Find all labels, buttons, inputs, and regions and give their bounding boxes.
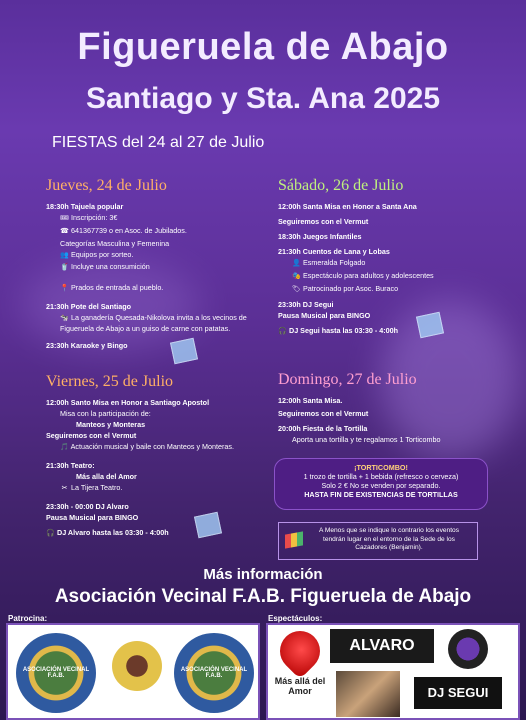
bullet-icon: 🎟 bbox=[60, 215, 69, 222]
event-list bbox=[46, 202, 258, 350]
event-row bbox=[46, 262, 258, 273]
event-text: 23:30h Karaoke y Bingo bbox=[46, 340, 128, 350]
event-text: Aporta una tortilla y te regalamos 1 Torticombo bbox=[292, 435, 441, 444]
event-list bbox=[46, 398, 266, 538]
event-text: Espectáculo para adultos y adolescentes bbox=[303, 270, 434, 280]
torticombo-title: ¡TORTICOMBO! bbox=[354, 463, 408, 472]
event-text: Actuación musical y baile con Manteos y Monteras. bbox=[70, 442, 235, 451]
torticombo-line: Solo 2 € No se venden por separado. bbox=[321, 481, 441, 490]
event-row bbox=[46, 472, 266, 481]
event-text: 641367739 o en Asoc. de Jubilados. bbox=[71, 225, 187, 235]
domingo-section bbox=[278, 370, 488, 446]
event-text: La Tijera Teatro. bbox=[71, 482, 123, 492]
shows-label: Espectáculos: bbox=[268, 614, 323, 623]
jueves-section bbox=[46, 176, 258, 352]
event-row bbox=[278, 435, 488, 444]
event-row bbox=[46, 226, 258, 237]
heart-icon bbox=[272, 623, 329, 680]
bullet-icon: 🎭 bbox=[292, 272, 301, 280]
event-row bbox=[278, 311, 478, 320]
tile-icon bbox=[170, 338, 198, 365]
alvaro-logo: ALVARO bbox=[330, 629, 434, 663]
event-text: 12:00h Santo Misa en Honor a Santiago Apostol bbox=[46, 398, 210, 407]
bullet-icon: 🐄 bbox=[60, 314, 69, 322]
event-text: Esmeralda Folgado bbox=[303, 258, 366, 267]
event-text: Seguiremos con el Vermut bbox=[278, 217, 369, 226]
event-row bbox=[278, 284, 478, 295]
event-text: 23:30h DJ Segui bbox=[278, 300, 334, 310]
event-row bbox=[46, 528, 266, 539]
event-row bbox=[46, 461, 266, 470]
day-heading: Jueves, 24 de Julio bbox=[46, 177, 167, 194]
event-text: Misa con la participación de: bbox=[60, 409, 151, 418]
bullet-icon: 🏷 bbox=[292, 285, 301, 293]
dates-line: FIESTAS del 24 al 27 de Julio bbox=[52, 134, 265, 151]
sponsor-label: Patrocina: bbox=[8, 614, 48, 623]
event-text: Manteos y Monteras bbox=[76, 420, 146, 429]
event-row bbox=[46, 483, 266, 494]
performer-photo bbox=[336, 671, 400, 717]
event-text: Seguiremos con el Vermut bbox=[46, 431, 137, 440]
association-name: Asociación Vecinal F.A.B. Figueruela de Abajo bbox=[54, 586, 472, 607]
bullet-icon: ☎ bbox=[60, 227, 69, 235]
event-row bbox=[46, 442, 266, 453]
event-row bbox=[46, 250, 258, 261]
event-text: Incluye una consumición bbox=[71, 262, 150, 272]
event-text: DJ Alvaro hasta las 03:30 - 4:00h bbox=[57, 527, 169, 537]
event-row bbox=[46, 283, 258, 294]
day-heading: Domingo, 27 de Julio bbox=[278, 371, 417, 388]
bullet-icon: 🎧 bbox=[46, 529, 55, 537]
event-row bbox=[278, 247, 478, 256]
location-note bbox=[278, 522, 478, 560]
event-text: 21:30h Pote del Santiago bbox=[46, 301, 132, 311]
event-text: 18:30h Juegos Infantiles bbox=[278, 232, 362, 241]
event-row bbox=[46, 431, 266, 440]
event-text: Más alla del Amor bbox=[76, 471, 137, 481]
day-heading: Viernes, 25 de Julio bbox=[46, 373, 174, 390]
event-row bbox=[278, 232, 478, 241]
event-list bbox=[278, 396, 488, 444]
event-text: Patrocinado por Asoc. Buraco bbox=[303, 283, 399, 293]
event-row bbox=[278, 258, 478, 269]
event-row bbox=[46, 341, 258, 350]
event-text: 23:30h - 00:00 DJ Alvaro bbox=[46, 501, 129, 511]
event-row bbox=[46, 213, 258, 224]
bullet-icon: 🎧 bbox=[278, 328, 287, 336]
dj-logo bbox=[448, 629, 488, 669]
event-row bbox=[278, 326, 478, 337]
day-heading: Sábado, 26 de Julio bbox=[278, 177, 404, 194]
viernes-section bbox=[46, 372, 266, 540]
event-row bbox=[278, 271, 478, 282]
torticombo-line: 1 trozo de tortilla + 1 bebida (refresco o cerveza) bbox=[303, 472, 459, 481]
event-text: La ganadería Quesada-Nikolova invita a los vecinos de Figueruela de Abajo a un guiso de carne con patatas. bbox=[60, 312, 247, 333]
bullet-icon: 📍 bbox=[60, 285, 69, 292]
bullet-icon: 👥 bbox=[60, 251, 69, 259]
page-title: Figueruela de Abajo bbox=[77, 26, 449, 68]
heart-logo bbox=[274, 631, 326, 717]
note-text: A Menos que se indique lo contrario los eventos tendrán lugar en el entorno de la Sede de los Cazadores (Benjamin). bbox=[318, 527, 460, 552]
event-text: DJ Segui hasta las 03:30 - 4:00h bbox=[289, 326, 399, 336]
sponsors-strip bbox=[6, 623, 260, 720]
event-list bbox=[278, 202, 478, 337]
bullet-icon: 🎵 bbox=[60, 444, 69, 451]
shows-strip bbox=[266, 623, 520, 720]
sabado-section bbox=[278, 176, 478, 339]
page-subtitle: Santiago y Sta. Ana 2025 bbox=[85, 82, 441, 115]
torticombo-line: HASTA FIN DE EXISTENCIAS DE TORTILLAS bbox=[304, 490, 458, 499]
event-text: Seguiremos con el Vermut bbox=[278, 409, 369, 418]
event-row bbox=[278, 202, 478, 211]
event-row bbox=[46, 302, 258, 311]
event-text: 18:30h Tajuela popular bbox=[46, 202, 124, 211]
event-text: 12:00h Santa Misa en Honor a Santa Ana bbox=[278, 202, 417, 211]
event-text: Pausa Musical para BINGO bbox=[278, 311, 371, 321]
dj-segui-logo: DJ SEGUI bbox=[414, 677, 502, 709]
event-row bbox=[46, 409, 266, 418]
event-text: Prados de entrada al pueblo. bbox=[71, 283, 164, 292]
event-text: Equipos por sorteo. bbox=[71, 249, 134, 259]
bullet-icon: 👤 bbox=[292, 260, 301, 267]
event-row bbox=[46, 313, 258, 333]
event-row bbox=[278, 217, 478, 226]
event-row bbox=[46, 202, 258, 211]
event-text: 12:00h Santa Misa. bbox=[278, 396, 343, 405]
event-row bbox=[278, 424, 488, 433]
cattle-farm-logo bbox=[112, 641, 162, 691]
event-text: Pausa Musical para BINGO bbox=[46, 512, 139, 522]
event-text: Categorías Masculina y Femenina bbox=[60, 238, 170, 248]
event-text: 20:00h Fiesta de la Tortilla bbox=[278, 424, 368, 433]
event-row bbox=[278, 409, 488, 418]
map-icon bbox=[285, 531, 303, 548]
association-seal-logo: ASOCIACIÓN VECINAL F.A.B. bbox=[174, 633, 254, 713]
more-info-heading: Más información bbox=[203, 566, 323, 583]
event-text: Inscripción: 3€ bbox=[71, 213, 118, 222]
bullet-icon: 🥤 bbox=[60, 264, 69, 272]
mas-alla-logo-text: Más allá del Amor bbox=[274, 676, 326, 696]
torticombo-box bbox=[274, 458, 488, 510]
event-row bbox=[278, 300, 478, 309]
event-row bbox=[46, 239, 258, 248]
event-text: 21:30h Cuentos de Lana y Lobas bbox=[278, 247, 390, 256]
event-row bbox=[46, 398, 266, 407]
event-row bbox=[46, 502, 266, 511]
bullet-icon: ✂ bbox=[61, 484, 68, 492]
event-text: 21:30h Teatro: bbox=[46, 460, 95, 470]
event-row bbox=[278, 396, 488, 405]
association-seal-logo: ASOCIACIÓN VECINAL F.A.B. bbox=[16, 633, 96, 713]
event-row bbox=[46, 420, 266, 429]
event-row bbox=[46, 513, 266, 522]
